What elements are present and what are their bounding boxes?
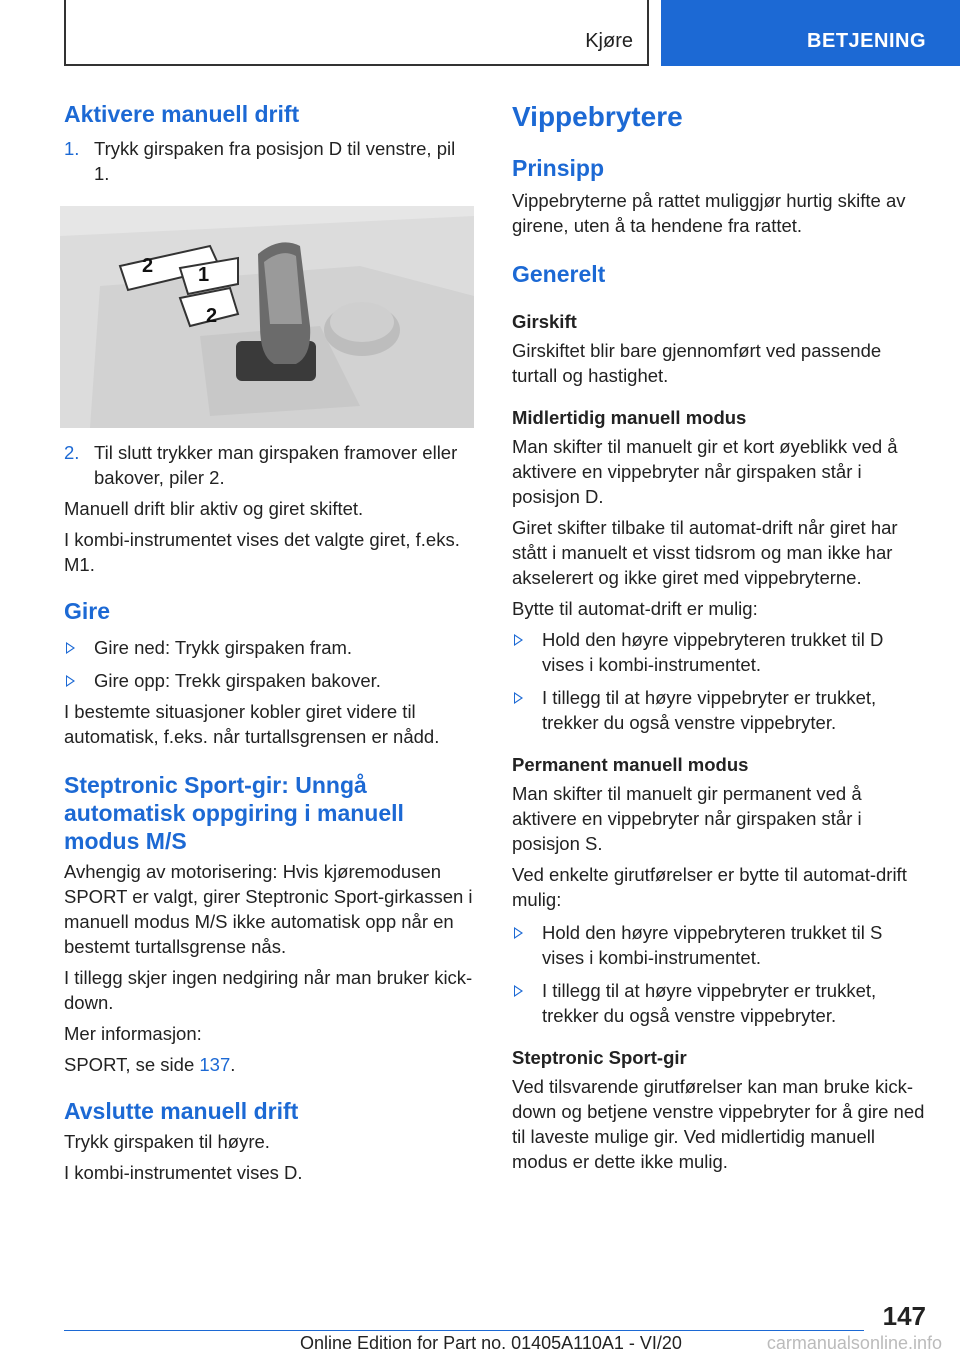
paragraph-kombi-gear: I kombi-instrumentet vises det valgte giret, f.eks. M1.: [64, 529, 460, 575]
bullet-triangle-icon: [66, 675, 75, 687]
figure-arrow-label-2b: 2: [206, 305, 218, 327]
header-section-title: Kjøre: [585, 30, 633, 52]
heading-vippebrytere: Vippebrytere: [512, 101, 683, 132]
page-number: 147: [882, 1301, 926, 1331]
paragraph-auto-shift: I bestemte situasjoner kobler giret videre til automatisk, f.eks. når turtallsgrensen er nådd.: [64, 701, 440, 747]
step-2-number: 2.: [64, 442, 80, 463]
paragraph-enkelte: Ved enkelte girutførelser er bytte til automat-drift mulig:: [512, 864, 907, 910]
step-1-text: Trykk girspaken fra posisjon D til venstre, pil 1.: [94, 138, 456, 184]
gire-item: [64, 635, 480, 660]
header-section-box: [64, 0, 649, 66]
paragraph-giret-tilbake: Giret skifter tilbake til automat-drift når giret har stått i manuelt et visst tidsrom og man ikke har akselerert og ikke giret med vippebryterne.: [512, 517, 898, 588]
step-1: [64, 136, 480, 186]
step-2: [64, 440, 480, 490]
header-chapter-title: BETJENING: [807, 30, 926, 52]
paragraph-hoyre: Trykk girspaken til høyre.: [64, 1131, 270, 1152]
watermark: carmanualsonline.info: [766, 1333, 942, 1353]
heading-gire: Gire: [64, 598, 111, 624]
step-2-text: Til slutt trykker man girspaken framover eller bakover, piler 2.: [94, 442, 458, 488]
gear-selector-illustration: [60, 206, 474, 428]
permanent-item-text: Hold den høyre vippebryteren trukket til S vises i kombi-instrumentet.: [542, 922, 883, 968]
paragraph-sport-ref: [64, 1052, 480, 1077]
bullet-triangle-icon: [66, 642, 75, 654]
paragraph-prinsipp: Vippebryterne på rattet muliggjør hurtig skifte av girene, uten å ta hendene fra rattet.: [512, 190, 906, 236]
paragraph-permanent: Man skifter til manuelt gir permanent ved å aktivere en vippebryter når girspaken står i posisjon S.: [512, 783, 862, 854]
paragraph-girskift: Girskiftet blir bare gjennomført ved passende turtall og hastighet.: [512, 340, 882, 386]
paragraph-avhengig: Avhengig av motorisering: Hvis kjøremodusen SPORT er valgt, girer Steptronic Sport-girkassen i manuell modus M/S ikke automatisk opp når en bestemt turtallsgrense nås.: [64, 861, 473, 957]
bullet-triangle-icon: [514, 634, 523, 646]
midlertidig-item-text: I tillegg til at høyre vippebryter er trukket, trekker du også venstre vippebryter.: [542, 687, 877, 733]
heading-aktivere-manuell: Aktivere manuell drift: [64, 101, 300, 127]
paragraph-midlertidig: Man skifter til manuelt gir et kort øyeblikk ved å aktivere en vippebryter når girspaken står i posisjon D.: [512, 436, 898, 507]
heading-generelt: Generelt: [512, 261, 606, 287]
page-link-137[interactable]: 137: [199, 1054, 231, 1075]
footer-rule: [64, 1330, 864, 1331]
paragraph-kickdown: I tillegg skjer ingen nedgiring når man bruker kick-down.: [64, 967, 473, 1013]
step-1-number: 1.: [64, 138, 80, 159]
heading-steptronic-sport-gir: Steptronic Sport-gir: [512, 1047, 687, 1068]
sport-ref-text: SPORT, se side: [64, 1054, 200, 1075]
sport-ref-end: .: [230, 1054, 236, 1075]
gire-item-text: Gire ned: Trykk girspaken fram.: [94, 637, 353, 658]
figure-arrow-label-2a: 2: [142, 255, 154, 277]
heading-midlertidig: Midlertidig manuell modus: [512, 407, 747, 428]
midlertidig-item-text: Hold den høyre vippebryteren trukket til D vises i kombi-instrumentet.: [542, 629, 884, 675]
heading-permanent: Permanent manuell modus: [512, 754, 749, 775]
gire-item: [64, 668, 480, 693]
paragraph-active: Manuell drift blir aktiv og giret skiftet.: [64, 498, 364, 519]
figure-arrow-label-1: 1: [198, 264, 210, 286]
heading-avslutte: Avslutte manuell drift: [64, 1098, 299, 1124]
heading-prinsipp: Prinsipp: [512, 155, 605, 181]
heading-steptronic-sport: Steptronic Sport-gir: Unngå automatisk oppgiring i manuell modus M/S: [64, 772, 404, 854]
left-column: [64, 98, 480, 1185]
permanent-item-text: I tillegg til at høyre vippebryter er trukket, trekker du også venstre vippebryter.: [542, 980, 877, 1026]
gear-selector-figure: [60, 206, 474, 428]
paragraph-steptronic-sport-gir: Ved tilsvarende girutførelser kan man bruke kick-down og betjene venstre vippebryter for å gire ned til laveste mulige gir. Ved midlertidig manuell modus er dette ikke mulig.: [512, 1076, 925, 1172]
bullet-triangle-icon: [514, 985, 523, 997]
footer-edition: Online Edition for Part no. 01405A110A1 - VI/20: [300, 1333, 682, 1353]
permanent-item: [512, 978, 926, 1028]
bullet-triangle-icon: [514, 927, 523, 939]
paragraph-mer-info: Mer informasjon:: [64, 1023, 202, 1044]
header-chapter-tab: [661, 0, 960, 66]
paragraph-vises-d: I kombi-instrumentet vises D.: [64, 1162, 303, 1183]
heading-girskift: Girskift: [512, 311, 577, 332]
paragraph-bytte: Bytte til automat-drift er mulig:: [512, 598, 758, 619]
permanent-item: [512, 920, 926, 970]
gire-item-text: Gire opp: Trekk girspaken bakover.: [94, 670, 381, 691]
midlertidig-item: [512, 685, 926, 735]
midlertidig-item: [512, 627, 926, 677]
right-column: [512, 98, 926, 1174]
bullet-triangle-icon: [514, 692, 523, 704]
